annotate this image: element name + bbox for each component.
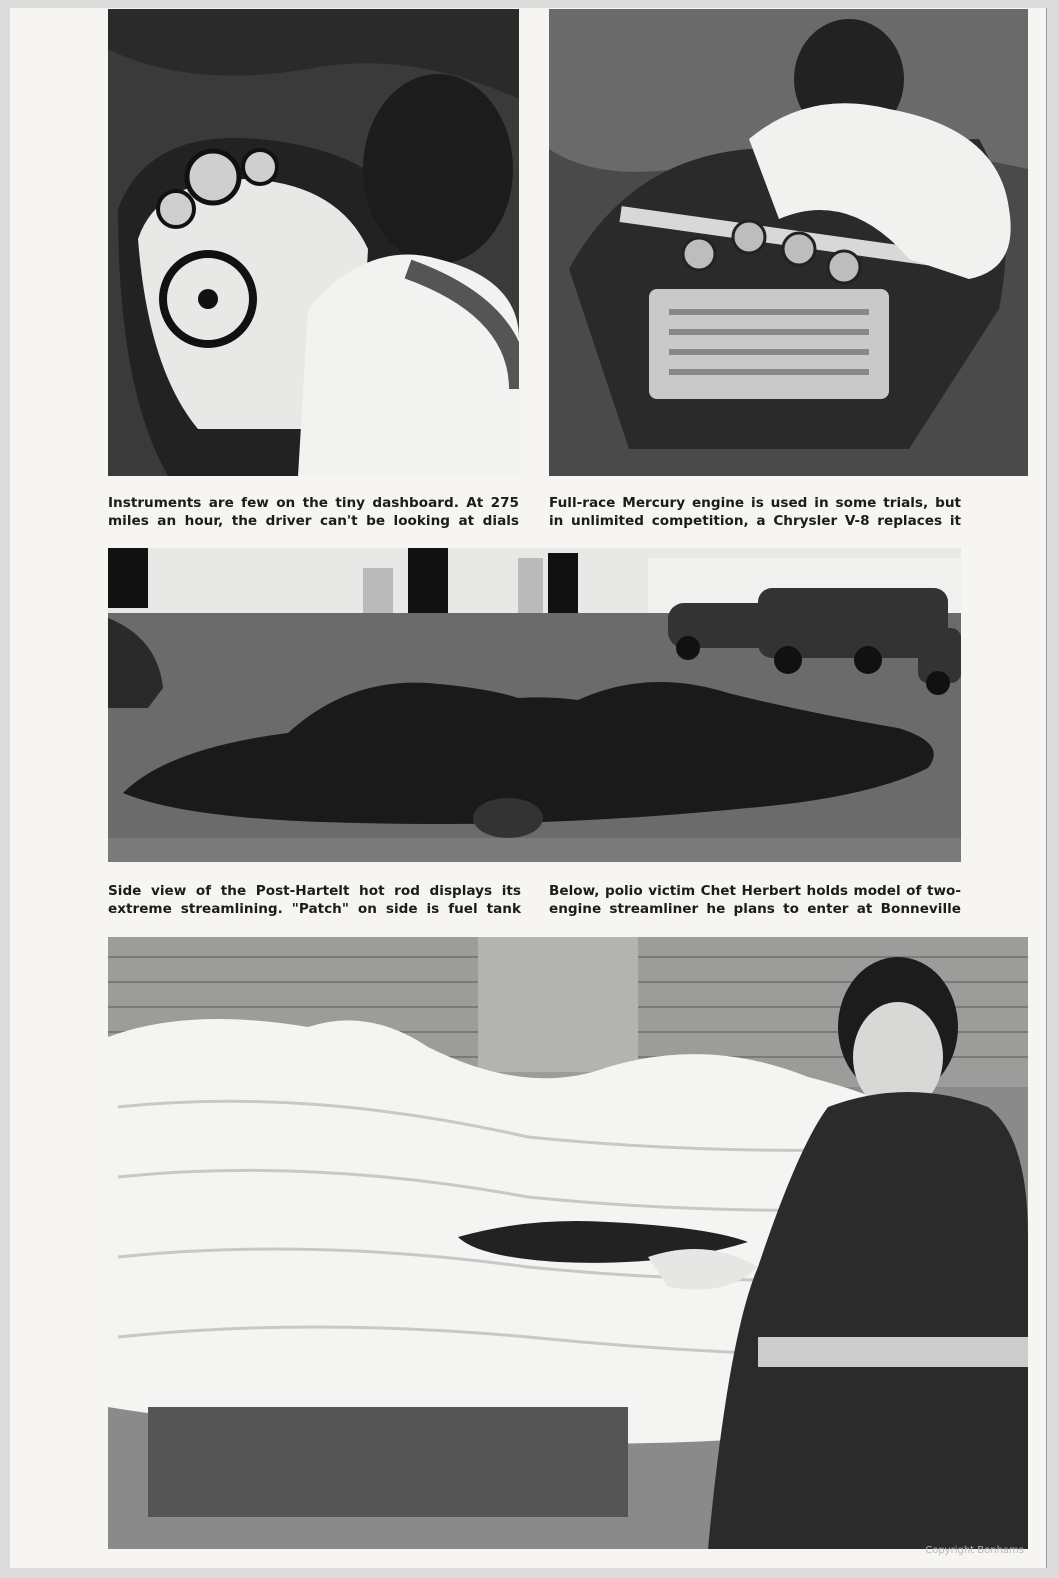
side-view-caption	[108, 882, 521, 918]
engine-photo	[549, 9, 1028, 476]
dashboard-photo	[108, 9, 519, 476]
dashboard-caption	[108, 494, 519, 530]
side-view-caption-line-1: Side view of the Post-Hartelt hot rod displays its	[108, 883, 521, 899]
engine-caption	[549, 494, 961, 530]
side-view-caption-line-2: extreme streamlining. "Patch" on side is fuel tank	[108, 901, 521, 917]
magazine-page	[10, 8, 1047, 1568]
model-photo	[108, 937, 1028, 1549]
dashboard-caption-line-2: miles an hour, the driver can't be looking at dials	[108, 513, 519, 529]
engine-caption-line-1: Full-race Mercury engine is used in some trials, but	[549, 495, 961, 511]
engine-caption-line-2: in unlimited competition, a Chrysler V-8 replaces it	[549, 513, 961, 529]
side-view-photo	[108, 548, 961, 862]
dashboard-caption-line-1: Instruments are few on the tiny dashboard. At 275	[108, 495, 519, 511]
model-caption-line-2: engine streamliner he plans to enter at Bonneville	[549, 901, 961, 917]
model-caption	[549, 882, 961, 918]
watermark-text: Copyright Bonhams	[925, 1545, 1024, 1556]
model-caption-line-1: Below, polio victim Chet Herbert holds model of two-	[549, 883, 961, 899]
